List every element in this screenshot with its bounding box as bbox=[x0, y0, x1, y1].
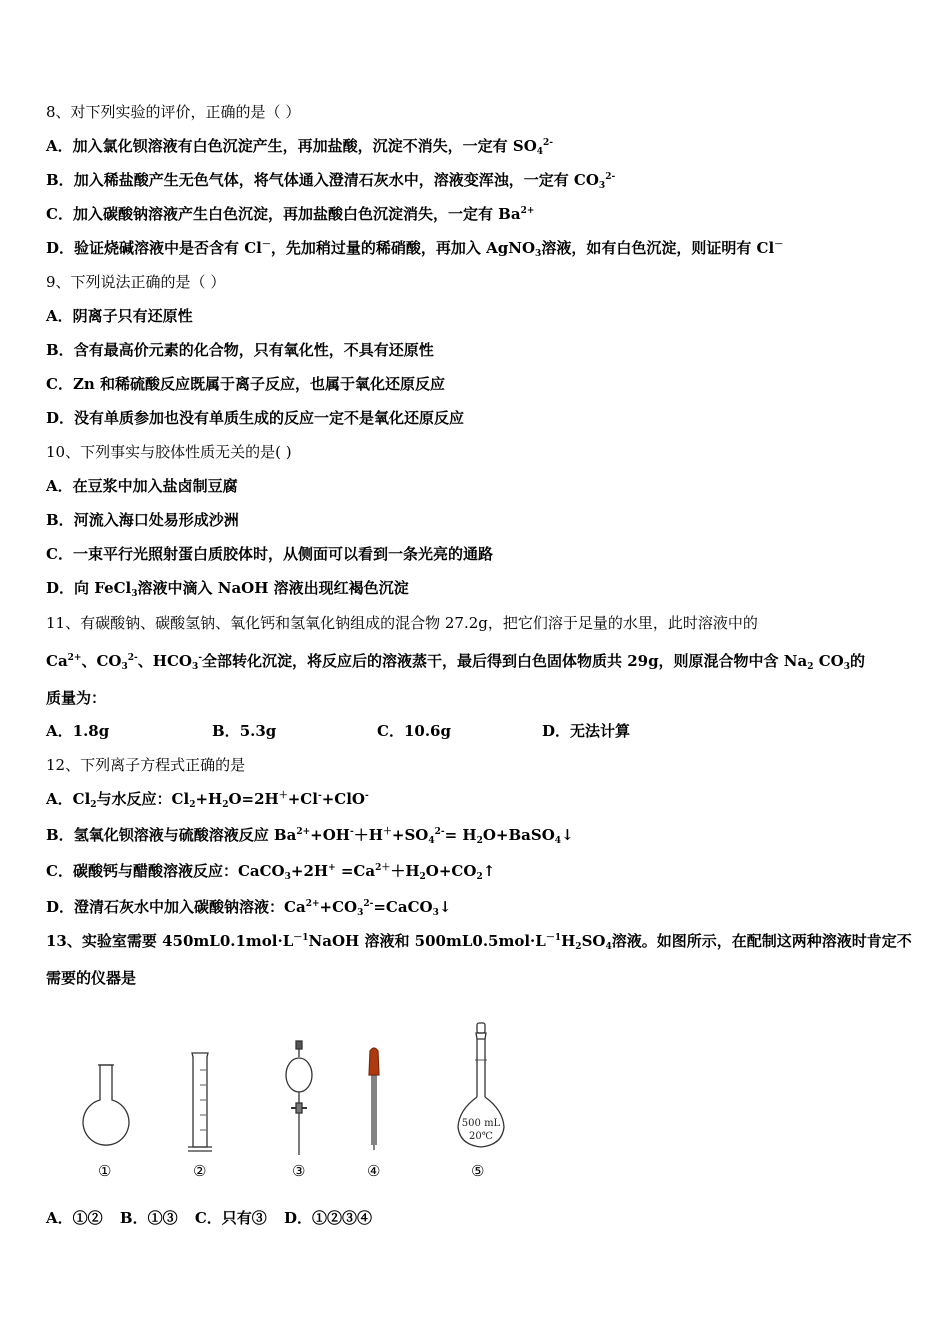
q12-option-a bbox=[46, 789, 369, 809]
subscript: 3 bbox=[432, 908, 439, 918]
formula-text: Cl bbox=[72, 790, 91, 808]
q10-option-b bbox=[46, 510, 239, 530]
superscript: － bbox=[261, 240, 271, 250]
q13-option-b bbox=[120, 1209, 178, 1227]
q11-stem-line3: 质量为： bbox=[46, 689, 107, 707]
formula-text: CO bbox=[813, 652, 844, 670]
flask-volume-label: 500 mL bbox=[461, 1118, 501, 1129]
option-text: 溶液中滴入 NaOH 溶液出现红褐色沉淀 bbox=[137, 579, 409, 597]
superscript: －1 bbox=[545, 933, 562, 943]
subscript: 2 bbox=[419, 872, 426, 882]
superscript: 2+ bbox=[520, 206, 535, 216]
formula-text: ↑ bbox=[482, 862, 496, 880]
flask-temp-label: 20℃ bbox=[469, 1131, 493, 1142]
option-text: 阴离子只有还原性 bbox=[72, 307, 193, 325]
round-bottom-flask-icon bbox=[83, 1065, 129, 1145]
option-text: ，先加稍过量的稀硝酸，再加入 AgNO bbox=[270, 239, 536, 257]
subscript: 4 bbox=[428, 836, 435, 846]
formula-text: ↓ bbox=[561, 826, 574, 844]
subscript: 3 bbox=[121, 662, 128, 672]
superscript: 2- bbox=[363, 899, 374, 909]
option-text: ①②③④ bbox=[312, 1209, 373, 1227]
option-text: 5.3g bbox=[239, 722, 277, 740]
formula-text: +OH bbox=[310, 826, 350, 844]
option-text: 验证烧碱溶液中是否含有 Cl bbox=[74, 239, 262, 257]
subscript: 2 bbox=[189, 800, 196, 810]
q10-option-a bbox=[46, 476, 238, 496]
q8-option-d bbox=[46, 238, 783, 258]
formula-text: +2H bbox=[290, 862, 329, 880]
formula-text: O+CO bbox=[425, 862, 477, 880]
figure-label-4: ④ bbox=[367, 1162, 381, 1180]
formula-text: 、HCO bbox=[137, 652, 192, 670]
option-text: ①③ bbox=[147, 1209, 178, 1227]
option-letter: D． bbox=[46, 579, 75, 597]
subscript: 2 bbox=[575, 942, 582, 952]
option-letter: C． bbox=[46, 205, 73, 223]
q11-options bbox=[46, 721, 630, 741]
figure-label-2: ② bbox=[193, 1162, 207, 1180]
superscript: - bbox=[349, 827, 354, 837]
superscript: - bbox=[317, 791, 322, 801]
option-letter: D． bbox=[46, 239, 75, 257]
q9-option-a bbox=[46, 306, 193, 326]
q11-stem-line1: 11、有碳酸钠、碳酸氢钠、氧化钙和氢氧化钠组成的混合物 27.2g，把它们溶于足量的水里，此时溶液中的 bbox=[46, 614, 758, 632]
subscript: 4 bbox=[605, 942, 612, 952]
graduated-cylinder-icon bbox=[188, 1053, 212, 1151]
option-text: 河流入海口处易形成沙洲 bbox=[73, 511, 239, 529]
option-text: 没有单质参加也没有单质生成的反应一定不是氧化还原反应 bbox=[74, 409, 465, 427]
subscript: 4 bbox=[554, 836, 562, 846]
formula-text: ↓ bbox=[438, 898, 452, 916]
formula-text: O=2H bbox=[228, 790, 279, 808]
subscript: 3 bbox=[191, 662, 199, 672]
option-letter: A． bbox=[46, 722, 73, 740]
figure-label-1: ① bbox=[98, 1162, 112, 1180]
option-text: 加入氯化钡溶液有白色沉淀产生，再加盐酸，沉淀不消失，一定有 SO bbox=[72, 137, 537, 155]
q11-option-c bbox=[377, 721, 542, 741]
option-letter: A． bbox=[46, 307, 73, 325]
formula-text: 氢氧化钡溶液与硫酸溶液反应 Ba bbox=[73, 826, 297, 844]
superscript: 2- bbox=[543, 138, 554, 148]
formula-text: =Ca bbox=[335, 862, 376, 880]
subscript: 4 bbox=[536, 147, 544, 157]
subscript: 3 bbox=[535, 249, 542, 259]
formula-text: O+BaSO bbox=[482, 826, 555, 844]
option-letter: D． bbox=[46, 898, 75, 916]
subscript: 2 bbox=[476, 836, 483, 846]
superscript: ＋ bbox=[382, 827, 392, 837]
subscript: 2 bbox=[807, 662, 814, 672]
q9-option-d bbox=[46, 408, 464, 428]
option-text: 无法计算 bbox=[570, 722, 631, 740]
subscript: 3 bbox=[598, 181, 606, 191]
option-text: 一束平行光照射蛋白质胶体时，从侧面可以看到一条光亮的通路 bbox=[72, 545, 493, 563]
superscript: - bbox=[198, 653, 202, 663]
option-letter: D． bbox=[542, 722, 571, 740]
volumetric-flask-icon bbox=[458, 1023, 504, 1147]
formula-text: ＋H bbox=[390, 862, 420, 880]
q10-stem: 10、下列事实与胶体性质无关的是( ) bbox=[46, 443, 292, 461]
option-text: 1.8g bbox=[72, 722, 110, 740]
subscript: 3 bbox=[357, 908, 364, 918]
q12-option-c bbox=[46, 861, 495, 881]
q13-options bbox=[46, 1208, 372, 1228]
subscript: 2 bbox=[90, 800, 97, 810]
formula-text: +ClO bbox=[321, 790, 365, 808]
superscript: 2+ bbox=[305, 899, 320, 909]
formula-text: ＋H bbox=[353, 826, 383, 844]
option-letter: B． bbox=[212, 722, 240, 740]
superscript: －1 bbox=[293, 933, 309, 943]
option-letter: A． bbox=[46, 1209, 73, 1227]
option-letter: C． bbox=[194, 1209, 222, 1227]
option-letter: C． bbox=[46, 375, 73, 393]
option-letter: C． bbox=[377, 722, 404, 740]
superscript: 2- bbox=[127, 653, 138, 663]
formula-text: 碳酸钙与醋酸溶液反应：CaCO bbox=[72, 862, 285, 880]
subscript: 3 bbox=[284, 872, 291, 882]
q11-stem-line2 bbox=[46, 651, 865, 671]
q8-option-a bbox=[46, 136, 553, 156]
q11-option-b bbox=[212, 721, 377, 741]
q10-option-d bbox=[46, 578, 409, 598]
option-text: 只有③ bbox=[221, 1209, 267, 1227]
stem-text: SO bbox=[581, 932, 606, 950]
option-letter: B． bbox=[46, 511, 74, 529]
q8-option-b bbox=[46, 170, 615, 190]
stem-text: 溶液。如图所示，在配制这两种溶液时肯定不 bbox=[611, 932, 912, 950]
option-letter: B． bbox=[119, 1209, 148, 1227]
formula-text: = H bbox=[444, 826, 477, 844]
option-letter: D． bbox=[284, 1209, 313, 1227]
subscript: 3 bbox=[843, 662, 850, 672]
option-text: 溶液，如有白色沉淀，则证明有 Cl bbox=[541, 239, 775, 257]
q13-option-a bbox=[46, 1209, 103, 1227]
option-text: ①② bbox=[72, 1209, 103, 1227]
q13-stem-line2: 需要的仪器是 bbox=[46, 969, 137, 987]
q10-option-c bbox=[46, 544, 493, 564]
q12-stem: 12、下列离子方程式正确的是 bbox=[46, 756, 246, 774]
q8-option-c bbox=[46, 204, 534, 224]
option-text: 加入稀盐酸产生无色气体，将气体通入澄清石灰水中，溶液变浑浊，一定有 CO bbox=[73, 171, 599, 189]
superscript: - bbox=[364, 791, 369, 801]
formula-text: 与水反应：Cl bbox=[96, 790, 190, 808]
q11-option-d bbox=[542, 721, 630, 741]
q13-option-c bbox=[195, 1209, 267, 1227]
option-text: 在豆浆中加入盐卤制豆腐 bbox=[72, 477, 238, 495]
subscript: 3 bbox=[131, 589, 138, 599]
q13-stem-line1 bbox=[46, 931, 912, 951]
option-letter: A． bbox=[46, 137, 73, 155]
dropper-icon bbox=[369, 1048, 379, 1150]
option-text: 10.6g bbox=[403, 722, 451, 740]
figure-label-5: ⑤ bbox=[471, 1162, 485, 1180]
stem-text: 的 bbox=[849, 652, 865, 670]
formula-text: Ca bbox=[46, 652, 68, 670]
superscript: 2- bbox=[434, 827, 445, 837]
superscript: 2+ bbox=[296, 827, 311, 837]
superscript: 2- bbox=[605, 172, 616, 182]
subscript: 2 bbox=[222, 800, 229, 810]
q11-option-a bbox=[46, 721, 212, 741]
formula-text: +CO bbox=[319, 898, 358, 916]
formula-text: =CaCO bbox=[373, 898, 433, 916]
stem-text: 全部转化沉淀，将反应后的溶液蒸干，最后得到白色固体物质共 29g，则原混合物中含 Na bbox=[201, 652, 808, 670]
q9-option-b bbox=[46, 340, 434, 360]
option-text: 含有最高价元素的化合物，只有氧化性，不具有还原性 bbox=[73, 341, 434, 359]
q13-option-d bbox=[284, 1209, 372, 1227]
superscript: － bbox=[774, 240, 784, 250]
option-letter: B． bbox=[46, 826, 74, 844]
figure-label-3: ③ bbox=[292, 1162, 306, 1180]
option-text: Zn 和稀硫酸反应既属于离子反应，也属于氧化还原反应 bbox=[72, 375, 446, 393]
subscript: 2 bbox=[476, 872, 483, 882]
option-letter: C． bbox=[46, 862, 73, 880]
stem-text: NaOH 溶液和 500mL0.5mol·L bbox=[308, 932, 546, 950]
q9-option-c bbox=[46, 374, 445, 394]
formula-text: +SO bbox=[391, 826, 429, 844]
q12-option-d bbox=[46, 897, 451, 917]
formula-text: +H bbox=[195, 790, 223, 808]
option-letter: A． bbox=[46, 477, 73, 495]
option-text: 向 FeCl bbox=[74, 579, 132, 597]
option-letter: B． bbox=[46, 341, 74, 359]
option-letter: D． bbox=[46, 409, 75, 427]
formula-text: +Cl bbox=[287, 790, 318, 808]
option-letter: C． bbox=[46, 545, 73, 563]
superscript: 2+ bbox=[67, 653, 82, 663]
stem-text: H bbox=[561, 932, 576, 950]
q9-stem: 9、下列说法正确的是（ ） bbox=[46, 273, 226, 291]
separatory-funnel-icon bbox=[286, 1041, 312, 1155]
option-letter: B． bbox=[46, 171, 74, 189]
superscript: + bbox=[328, 863, 336, 873]
superscript: ＋ bbox=[278, 791, 288, 801]
superscript: 2＋ bbox=[375, 863, 391, 873]
option-text: 加入碳酸钠溶液产生白色沉淀，再加盐酸白色沉淀消失，一定有 Ba bbox=[72, 205, 521, 223]
formula-text: 、CO bbox=[81, 652, 122, 670]
q8-stem: 8、对下列实验的评价，正确的是（ ） bbox=[46, 103, 301, 121]
formula-text: 澄清石灰水中加入碳酸钠溶液：Ca bbox=[74, 898, 306, 916]
stem-text: 13、实验室需要 450mL0.1mol·L bbox=[46, 932, 294, 950]
option-letter: A． bbox=[46, 790, 73, 808]
q12-option-b bbox=[46, 825, 574, 845]
